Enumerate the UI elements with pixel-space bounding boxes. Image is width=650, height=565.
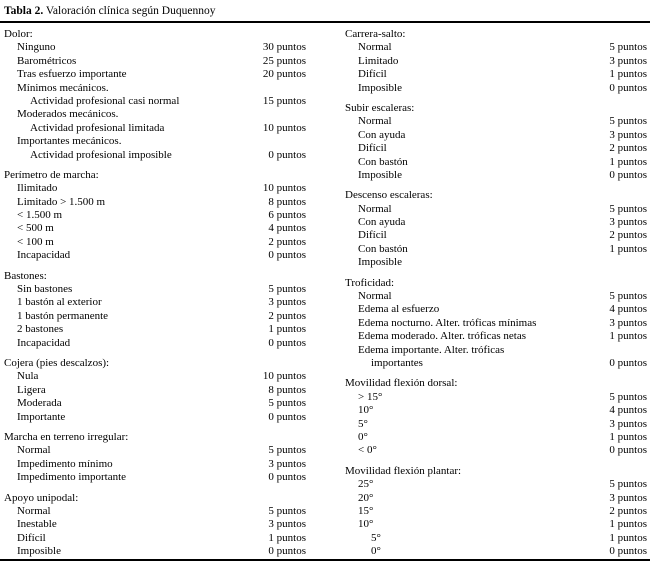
criterion-label: Edema al esfuerzo (358, 303, 440, 316)
points-value: 0 puntos (268, 410, 306, 423)
criterion-label: Impedimento importante (17, 471, 127, 484)
points-value: 1 puntos (609, 242, 647, 255)
points-value: 5 puntos (268, 283, 306, 296)
criterion-label: Normal (358, 41, 392, 54)
score-row (345, 492, 647, 505)
score-row (345, 532, 647, 545)
score-row (4, 209, 306, 222)
criterion-label: Edema nocturno. Alter. tróficas mínimas (358, 316, 537, 329)
right-column (345, 28, 647, 565)
score-row (345, 169, 647, 182)
score-section (4, 492, 306, 559)
score-row (4, 337, 306, 350)
points-value: 1 puntos (268, 323, 306, 336)
score-row (4, 458, 306, 471)
points-value: 0 puntos (268, 249, 306, 262)
criterion-label: 10° (358, 518, 374, 531)
score-row (4, 384, 306, 397)
points-value: 25 puntos (262, 54, 306, 67)
score-section (345, 277, 647, 371)
criterion-label: Difícil (358, 68, 387, 81)
section-heading-row (345, 465, 647, 478)
criterion-label: Inestable (17, 518, 57, 531)
criterion-label: 15° (358, 504, 374, 517)
score-section (4, 357, 306, 424)
criterion-label: 0° (371, 545, 381, 558)
score-section (345, 189, 647, 269)
criterion-label: < 100 m (17, 235, 54, 248)
score-row (4, 182, 306, 195)
points-value: 20 puntos (262, 68, 306, 81)
criterion-label: Con ayuda (358, 128, 406, 141)
score-row (345, 41, 647, 54)
score-row (4, 545, 306, 558)
section-heading: Marcha en terreno irregular: (4, 430, 129, 443)
points-value: 1 puntos (609, 531, 647, 544)
criterion-label: Edema importante. Alter. tróficas (358, 343, 505, 356)
criterion-label: Limitado (358, 54, 399, 67)
score-row (345, 317, 647, 330)
criterion-label: Con ayuda (358, 216, 406, 229)
score-row (4, 95, 306, 108)
points-value: 0 puntos (268, 471, 306, 484)
criterion-label: Barométricos (17, 54, 77, 67)
section-heading: Movilidad flexión dorsal: (345, 377, 458, 390)
criterion-label: Imposible (17, 545, 61, 558)
criterion-label: Tras esfuerzo importante (17, 68, 127, 81)
score-row (345, 216, 647, 229)
criterion-label: Normal (17, 444, 51, 457)
points-value: 2 puntos (268, 309, 306, 322)
top-rule (0, 21, 650, 23)
score-row (345, 344, 647, 357)
section-heading-row (4, 270, 306, 283)
criterion-label: 10° (358, 404, 374, 417)
points-value: 3 puntos (609, 417, 647, 430)
section-heading: Bastones: (4, 269, 47, 282)
points-value: 3 puntos (609, 128, 647, 141)
score-row (4, 108, 306, 121)
section-heading: Perímetro de marcha: (4, 168, 99, 181)
points-value: 0 puntos (609, 444, 647, 457)
points-value: 3 puntos (268, 457, 306, 470)
criterion-label: Incapacidad (17, 336, 71, 349)
criterion-label: Nula (17, 370, 39, 383)
score-row (345, 82, 647, 95)
points-value: 8 puntos (268, 383, 306, 396)
points-value: 8 puntos (268, 195, 306, 208)
criterion-label: < 500 m (17, 222, 54, 235)
points-value: 30 puntos (262, 41, 306, 54)
score-row (345, 156, 647, 169)
points-value: 1 puntos (609, 68, 647, 81)
criterion-label: Difícil (358, 142, 387, 155)
points-value: 3 puntos (609, 216, 647, 229)
criterion-label: Difícil (17, 531, 46, 544)
score-row (345, 55, 647, 68)
criterion-label: Actividad profesional casi normal (30, 94, 180, 107)
points-value: 1 puntos (268, 531, 306, 544)
score-row (4, 82, 306, 95)
score-row (4, 444, 306, 457)
criterion-label: Incapacidad (17, 249, 71, 262)
criterion-label: Normal (358, 290, 392, 303)
criterion-label: Imposible (358, 168, 402, 181)
score-section (345, 28, 647, 95)
score-row (4, 370, 306, 383)
points-value: 1 puntos (609, 155, 647, 168)
points-value: 5 puntos (268, 504, 306, 517)
criterion-label: < 1.500 m (17, 209, 63, 222)
score-row (4, 310, 306, 323)
points-value: 10 puntos (262, 182, 306, 195)
criterion-label: 0° (358, 430, 368, 443)
score-row (4, 122, 306, 135)
score-row (4, 135, 306, 148)
points-value: 1 puntos (609, 518, 647, 531)
score-row (345, 303, 647, 316)
score-row (4, 397, 306, 410)
score-row (345, 129, 647, 142)
criterion-label: Normal (358, 115, 392, 128)
points-value: 4 puntos (609, 303, 647, 316)
points-value: 3 puntos (268, 296, 306, 309)
points-value: 5 puntos (609, 478, 647, 491)
criterion-label: Importante (17, 410, 66, 423)
score-row (4, 222, 306, 235)
points-value: 2 puntos (268, 235, 306, 248)
section-heading: Apoyo unipodal: (4, 491, 79, 504)
score-row (345, 203, 647, 216)
criterion-label: Normal (358, 202, 392, 215)
criterion-label: Con bastón (358, 155, 408, 168)
points-value: 5 puntos (268, 397, 306, 410)
score-row (4, 518, 306, 531)
points-value: 5 puntos (609, 202, 647, 215)
score-section (345, 102, 647, 182)
score-row (4, 55, 306, 68)
score-row (345, 518, 647, 531)
criterion-label: Ligera (17, 383, 46, 396)
score-row (4, 249, 306, 262)
bottom-rule (0, 559, 650, 561)
criterion-label: Sin bastones (17, 283, 73, 296)
section-heading-row (345, 102, 647, 115)
criterion-label: Imposible (358, 81, 402, 94)
score-section (4, 169, 306, 263)
section-heading-row (345, 189, 647, 202)
criterion-label: 2 bastones (17, 323, 64, 336)
points-value: 3 puntos (609, 316, 647, 329)
section-heading: Movilidad flexión plantar: (345, 464, 462, 477)
section-heading-row (4, 492, 306, 505)
section-heading-row (345, 377, 647, 390)
score-row (4, 411, 306, 424)
score-row (4, 196, 306, 209)
score-row (345, 505, 647, 518)
points-value: 6 puntos (268, 209, 306, 222)
criterion-label: > 15° (358, 390, 383, 403)
points-value: 5 puntos (609, 115, 647, 128)
criterion-label: < 0° (358, 444, 377, 457)
score-row (345, 142, 647, 155)
section-heading: Descenso escaleras: (345, 189, 433, 202)
criterion-label: Difícil (358, 229, 387, 242)
points-value: 5 puntos (609, 290, 647, 303)
points-value: 3 puntos (268, 518, 306, 531)
left-column (4, 28, 306, 565)
score-row (4, 471, 306, 484)
score-row (345, 229, 647, 242)
score-row (345, 115, 647, 128)
points-value: 0 puntos (609, 81, 647, 94)
criterion-label: Impedimento mínimo (17, 457, 113, 470)
points-value: 3 puntos (609, 491, 647, 504)
criterion-label: 5° (358, 417, 368, 430)
points-value: 1 puntos (609, 330, 647, 343)
points-value: 4 puntos (268, 222, 306, 235)
points-value: 0 puntos (609, 545, 647, 558)
score-section (4, 28, 306, 162)
score-section (4, 431, 306, 485)
section-heading-row (345, 277, 647, 290)
section-heading-row (345, 28, 647, 41)
score-row (345, 243, 647, 256)
points-value: 2 puntos (609, 142, 647, 155)
score-section (4, 270, 306, 350)
points-value: 10 puntos (262, 370, 306, 383)
criterion-label: Ilimitado (17, 182, 58, 195)
section-heading: Subir escaleras: (345, 101, 415, 114)
points-value: 0 puntos (609, 168, 647, 181)
section-heading: Cojera (pies descalzos): (4, 356, 110, 369)
points-value: 5 puntos (609, 41, 647, 54)
criterion-label: Moderados mecánicos. (17, 108, 119, 121)
score-row (345, 431, 647, 444)
score-row (345, 357, 647, 370)
score-row (4, 68, 306, 81)
section-heading-row (4, 28, 306, 41)
criterion-label: Con bastón (358, 242, 408, 255)
score-row (4, 323, 306, 336)
criterion-label: Actividad profesional limitada (30, 121, 165, 134)
criterion-label: 5° (371, 531, 381, 544)
section-heading: Dolor: (4, 28, 33, 40)
score-row (4, 41, 306, 54)
score-row (4, 532, 306, 545)
score-row (345, 256, 647, 269)
criterion-label: Actividad profesional imposible (30, 148, 172, 161)
score-row (345, 404, 647, 417)
score-row (4, 149, 306, 162)
table-number: Tabla 2. (4, 5, 44, 17)
score-row (345, 391, 647, 404)
criterion-label: 1 bastón al exterior (17, 296, 102, 309)
section-heading-row (4, 169, 306, 182)
criterion-label: Normal (17, 504, 51, 517)
criterion-label: Mínimos mecánicos. (17, 81, 109, 94)
criterion-label: Imposible (358, 256, 402, 269)
score-row (345, 418, 647, 431)
score-row (4, 296, 306, 309)
criterion-label: importantes (371, 356, 423, 369)
section-heading: Carrera-salto: (345, 28, 406, 40)
table-title (4, 4, 215, 18)
criterion-label: Edema moderado. Alter. tróficas netas (358, 330, 526, 343)
score-row (345, 330, 647, 343)
score-section (345, 377, 647, 457)
points-value: 0 puntos (609, 356, 647, 369)
points-value: 5 puntos (609, 390, 647, 403)
score-row (345, 444, 647, 457)
points-value: 15 puntos (262, 94, 306, 107)
criterion-label: Limitado > 1.500 m (17, 195, 106, 208)
criterion-label: Importantes mecánicos. (17, 135, 122, 148)
points-value: 4 puntos (609, 404, 647, 417)
score-section (345, 465, 647, 559)
points-value: 3 puntos (609, 54, 647, 67)
score-row (345, 290, 647, 303)
criterion-label: 1 bastón permanente (17, 309, 109, 322)
criterion-label: 25° (358, 478, 374, 491)
section-heading-row (4, 431, 306, 444)
points-value: 2 puntos (609, 229, 647, 242)
section-heading: Troficidad: (345, 276, 395, 289)
score-row (4, 283, 306, 296)
points-value: 0 puntos (268, 545, 306, 558)
points-value: 0 puntos (268, 148, 306, 161)
points-value: 0 puntos (268, 336, 306, 349)
criterion-label: 20° (358, 491, 374, 504)
score-row (4, 505, 306, 518)
score-row (345, 68, 647, 81)
score-row (345, 545, 647, 558)
score-row (4, 236, 306, 249)
points-value: 1 puntos (609, 430, 647, 443)
section-heading-row (4, 357, 306, 370)
points-value: 10 puntos (262, 121, 306, 134)
score-row (345, 478, 647, 491)
points-value: 2 puntos (609, 504, 647, 517)
criterion-label: Moderada (17, 397, 62, 410)
table-caption: Valoración clínica según Duquennoy (45, 5, 216, 17)
points-value: 5 puntos (268, 444, 306, 457)
criterion-label: Ninguno (17, 41, 56, 54)
